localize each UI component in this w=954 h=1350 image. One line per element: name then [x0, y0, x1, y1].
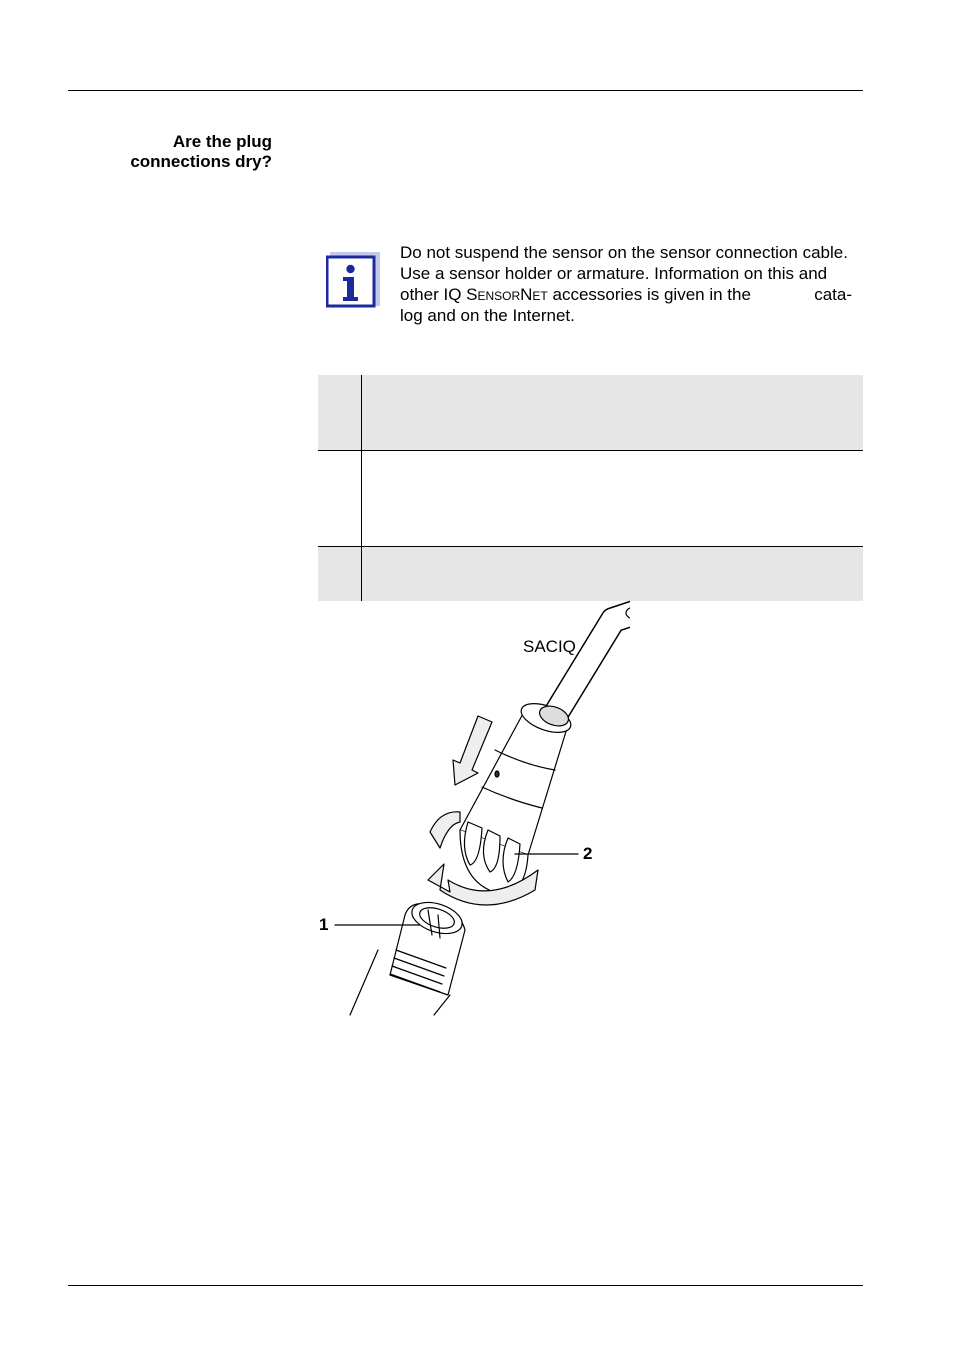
info-icon: [326, 252, 380, 308]
callout-2: 2: [583, 844, 593, 863]
step-number-cell: [318, 451, 362, 546]
side-heading-line-1: Are the plug: [172, 132, 272, 151]
note-line-3-end: cata-: [814, 285, 852, 304]
note-line-1: Do not suspend the sensor on the sensor connection cable.: [400, 243, 848, 262]
side-heading: [60, 132, 272, 172]
step-number-cell: [318, 547, 362, 601]
note-line-3-post: accessories is given in the: [547, 285, 751, 304]
note-text: [400, 242, 852, 326]
sensor-body: [350, 897, 466, 1015]
step-row: [318, 451, 863, 547]
saciq-label: SACIQ: [523, 637, 576, 656]
insert-direction-arrow: [453, 716, 492, 785]
note-line-2: Use a sensor holder or armature. Information on this and: [400, 264, 828, 283]
note-line-3: [400, 284, 852, 305]
sensor-connection-figure: [310, 600, 630, 1020]
note-line-3-pre: other IQ: [400, 285, 467, 304]
step-row: [318, 547, 863, 601]
side-heading-line-2: connections dry?: [130, 152, 272, 171]
note-line-4: log and on the Internet.: [400, 306, 575, 325]
brand-name: SensorNet: [466, 285, 548, 304]
steps-table: [318, 375, 863, 601]
header-rule: [68, 90, 863, 91]
callout-1: 1: [319, 915, 329, 934]
footer-rule: [68, 1285, 863, 1286]
step-row: [318, 375, 863, 451]
step-number-cell: [318, 375, 362, 450]
note-line-3-start: [400, 284, 751, 305]
sensor-connection-drawing: [310, 600, 630, 1020]
